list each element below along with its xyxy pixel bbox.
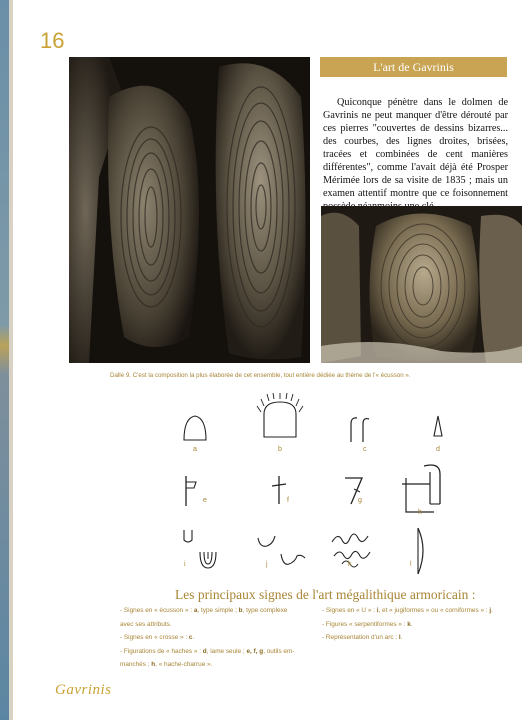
sign-label-b: b [278, 446, 282, 453]
sign-label-k: k [348, 561, 352, 568]
footer-logo: Gavrinis [55, 682, 112, 698]
legend-text: , lame seule ; [206, 647, 247, 655]
legend-line [120, 631, 320, 645]
legend-text: , type complexe [242, 607, 288, 614]
sign-c-crook [345, 414, 375, 444]
sign-label-d: d [436, 446, 440, 453]
sign-label-h: h [418, 509, 422, 516]
legend-text: . [410, 620, 413, 628]
legend-key: h [151, 661, 156, 668]
intro-text: Quiconque pénètre dans le dolmen de Gavrinis ne peut manquer d'être dérouté par ces pierres "couvertes de dessins bizarres... des courbes, des lignes droites, brisées, tracées et combinées de cent manières différentes", comme l'avait déjà été Prosper Mérimée lors de sa visite de 1835 ; mais un examen attentif montre que ce foisonnement [323, 97, 508, 199]
legend-text: , et « jugiformes » ou « corniformes » : [378, 607, 490, 614]
legend-line [120, 645, 320, 659]
legend-line [322, 604, 522, 618]
legend-text: - Figurations de « haches » : [120, 647, 203, 655]
legend-key: c [188, 634, 193, 641]
photo-caption: Dalle 9. C'est la composition la plus élaborée de cet ensemble, tout entière dédiée au thème de l'« écusson ». [110, 372, 411, 379]
legend-line [322, 618, 522, 632]
legend-key: e, f, g [246, 647, 264, 655]
legend-key: b [238, 607, 243, 614]
sign-label-g: g [358, 497, 362, 504]
sign-label-l: l [410, 561, 412, 568]
legend-key: a [193, 607, 198, 614]
sign-label-j: j [266, 561, 268, 568]
legend-text: - Représentation d'un arc : [322, 634, 399, 641]
legend-key: d [202, 647, 207, 655]
legend-line [322, 631, 522, 645]
legend-key: i [376, 607, 379, 614]
legend-text: . [192, 634, 195, 641]
photo-carved-stones-right [321, 206, 522, 363]
page-edge-binding [0, 0, 9, 720]
sign-l-bow [410, 526, 432, 576]
page-edge-strip [9, 0, 13, 720]
legend-line [120, 604, 320, 618]
legend-line [120, 658, 320, 672]
legend-text: , « hache-charrue ». [155, 661, 213, 668]
photo-carved-stones-left [69, 57, 310, 363]
legend-text: , outils em- [263, 647, 295, 655]
page-number: 16 [40, 28, 65, 53]
sign-d-axe-blade [430, 414, 446, 440]
sign-b-shield-complex [255, 392, 305, 442]
sign-label-i: i [184, 561, 186, 568]
legend-text: - Figures « serpentiformes » : [322, 620, 408, 628]
legend-text: - Signes en « U » : [322, 607, 377, 614]
legend-text: , type simple ; [197, 607, 239, 614]
legend-text: - Signes en « écusson » : [120, 607, 194, 614]
sign-a-shield-simple [180, 412, 210, 444]
legend-key: k [407, 620, 411, 628]
legend-key: l [398, 634, 401, 641]
legend-text: manchés ; [120, 661, 152, 668]
legend-right [322, 604, 522, 645]
legend-left [120, 604, 320, 672]
sign-j-horned-figures [255, 532, 307, 572]
sign-label-c: c [363, 446, 367, 453]
sign-label-a: a [193, 446, 197, 453]
legend-line: avec ses attributs. [120, 620, 172, 628]
legend-key: j [489, 607, 492, 614]
sign-label-f: f [287, 497, 289, 504]
sign-g-hafted-axe [342, 474, 366, 506]
section-heading-box: L'art de Gavrinis [320, 57, 507, 77]
legend-text: . [491, 607, 493, 614]
section-title: Les principaux signes de l'art mégalithique armoricain : [175, 587, 476, 602]
sign-label-e: e [203, 497, 207, 504]
intro-paragraph [323, 96, 508, 213]
legend-text: . [400, 634, 403, 641]
sign-h-axe-plough [400, 460, 446, 516]
legend-text: - Signes en « crosse » : [120, 634, 189, 641]
